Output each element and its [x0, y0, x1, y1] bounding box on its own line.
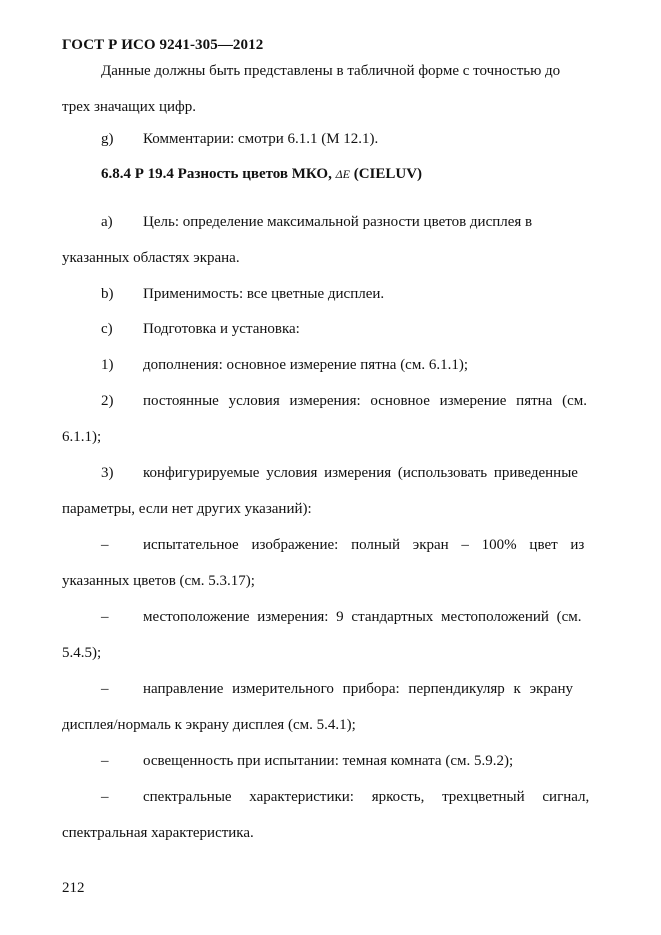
dash-2-marker: –: [101, 609, 109, 625]
item-c-text: Подготовка и установка:: [143, 321, 300, 337]
document-header: ГОСТ Р ИСО 9241-305—2012: [62, 37, 264, 53]
dash-4-text: освещенность при испытании: темная комната (см. 5.9.2);: [143, 753, 514, 769]
section-title: 6.8.4 Р 19.4 Разность цветов МКО,: [101, 166, 332, 182]
item-3-text-line1: конфигурируемые условия измерения (использовать приведенные: [143, 465, 578, 481]
item-2-text-line2: 6.1.1);: [62, 429, 102, 445]
item-3-marker: 3): [101, 465, 114, 481]
dash-5-text-line1: спектральные характеристики: яркость, трехцветный сигнал,: [143, 789, 590, 805]
item-3-text-line2: параметры, если нет других указаний):: [62, 501, 312, 517]
section-symbol: ΔE: [335, 167, 350, 181]
item-2-text-line1: постоянные условия измерения: основное измерение пятна (см.: [143, 393, 587, 409]
dash-1-text-line2: указанных цветов (см. 5.3.17);: [62, 573, 255, 589]
dash-5-text-line2: спектральная характеристика.: [62, 825, 254, 841]
item-a-marker: a): [101, 214, 113, 230]
dash-3-text-line1: направление измерительного прибора: перпендикуляр к экрану: [143, 681, 573, 697]
item-c-marker: c): [101, 321, 113, 337]
dash-1-text-line1: испытательное изображение: полный экран – 100% цвет из: [143, 537, 585, 553]
dash-2-text-line2: 5.4.5);: [62, 645, 102, 661]
item-g-marker: g): [101, 131, 114, 147]
item-2-marker: 2): [101, 393, 114, 409]
page-number: 212: [62, 880, 85, 896]
dash-4-marker: –: [101, 753, 109, 769]
intro-line-1: Данные должны быть представлены в табличной форме с точностью до: [101, 63, 561, 79]
dash-1-marker: –: [101, 537, 109, 553]
item-1-marker: 1): [101, 357, 114, 373]
section-heading: [101, 166, 422, 183]
item-a-text-line2: указанных областях экрана.: [62, 250, 240, 266]
dash-5-marker: –: [101, 789, 109, 805]
item-b-text: Применимость: все цветные дисплеи.: [143, 286, 385, 302]
item-1-text: дополнения: основное измерение пятна (см. 6.1.1);: [143, 357, 468, 373]
section-suffix: (CIELUV): [353, 166, 423, 182]
dash-3-marker: –: [101, 681, 109, 697]
intro-line-2: трех значащих цифр.: [62, 99, 197, 115]
item-a-text-line1: Цель: определение максимальной разности цветов дисплея в: [143, 214, 533, 230]
dash-2-text-line1: местоположение измерения: 9 стандартных местоположений (см.: [143, 609, 582, 625]
dash-3-text-line2: дисплея/нормаль к экрану дисплея (см. 5.4.1);: [62, 717, 356, 733]
item-b-marker: b): [101, 286, 114, 302]
item-g-text: Комментарии: смотри 6.1.1 (M 12.1).: [143, 131, 379, 147]
